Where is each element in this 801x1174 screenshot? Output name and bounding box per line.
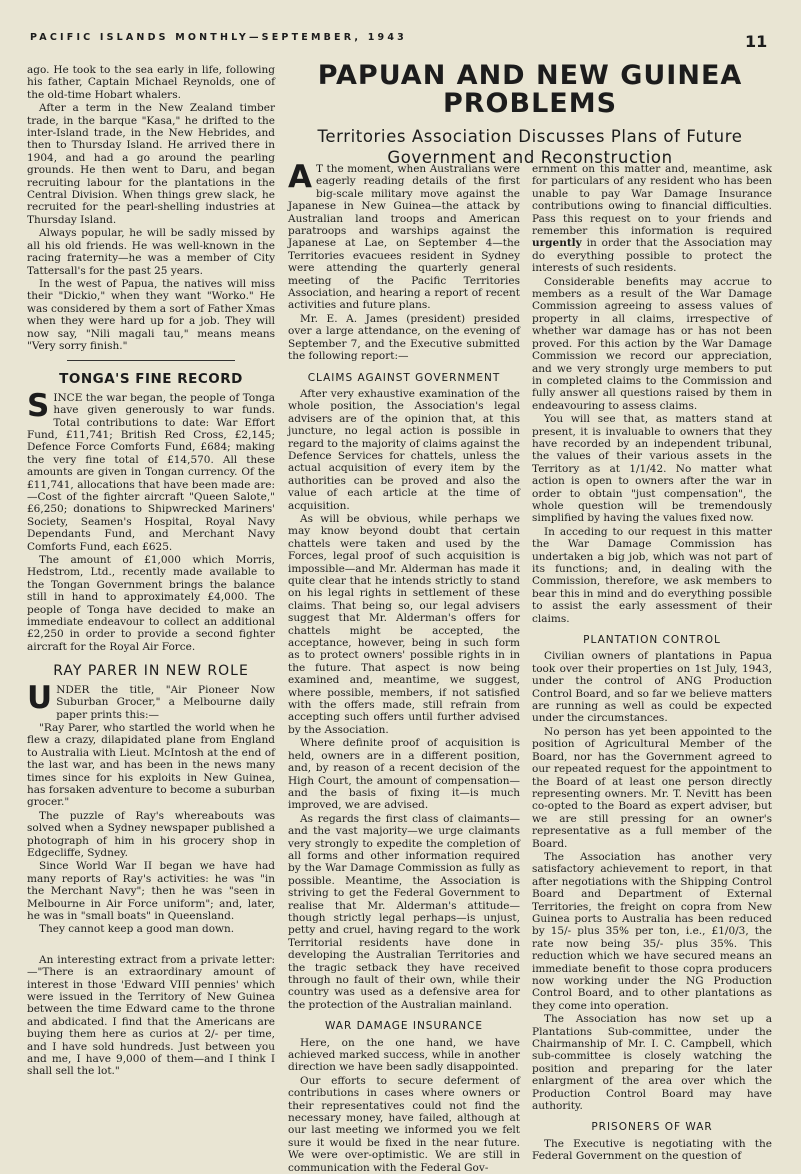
insurance-paragraph: ernment on this matter and, meantime, ask for particulars of any resident who has been unable to pay War Damage Insurance contributions owing to financial difficulties. Pass this request on to your friends and remember this information is required urgently in order that the Association may do everything possible to protect the interests of such residents. (532, 163, 772, 275)
article-headline: PAPUAN AND NEW GUINEA PROBLEMS (317, 60, 743, 119)
claims-heading: CLAIMS AGAINST GOVERNMENT (307, 371, 501, 384)
benefits-paragraph: In acceding to our request in this matter the War Damage Commission has undertaken a big job, which was not part of its functions; and, in dealing with the Commission, therefore, we ask members to bear this in mind and do everything possible to assist the early assessment of their claims. (532, 525, 772, 625)
tonga-dropcap: S (27, 387, 50, 424)
claims-paragraph: As regards the first class of claimants—and the vast majority—we urge claimants very strongly to expedite the completion of all forms and other information required by the War Damage Commission as fully as possible. Meantime, the Association is striving to get the Federal Government to realise that Mr. Alderman's attitude—though strictly legal perhaps—is unjust, petty and cruel, having regard to the work Territorial residents have done in developing the Australian Territories and the tragic setback they have received through no fault of their own, while their country was used as a defensive area for the protection of the Australian mainland. (288, 812, 520, 1011)
claims-paragraph: As will be obvious, while perhaps we may know beyond doubt that certain chattels were taken and used by the Forces, legal proof of such acquisition is impossible—and Mr. Alderman has made it quite clear that he intends strictly to stand on his legal rights in settlement of these claims. That being so, our legal advisers suggest that Mr. Alderman's offers for chattels might be accepted, the acceptance, however, being in such form as to protect owners' possible rights in in the future. That aspect is now being examined and, meantime, we suggest, where possible, members, if not satisfied with the offers made, still refrain from accepting such offers until further advised by the Association. (288, 512, 520, 736)
plantation-paragraph: No person has yet been appointed to the position of Agricultural Member of the Board, nor has the Government agreed to our repeated request for the appointment to the Board of at least one person directly representing owners. Mr. T. Nevitt has been co-opted to the Board as expert adviser, but we are still pressing for an owner's representative as a full member of the Board. (532, 725, 772, 850)
war-damage-paragraph: Our efforts to secure deferment of contributions in cases where owners or their representatives could not find the necessary money, have failed, although at our last meeting we informed you we felt sure it would be fixed in the near future. We were over-optimistic. We are still in communication with the Federal Gov- (288, 1074, 520, 1174)
ray-parer-heading: RAY PARER IN NEW ROLE (53, 663, 249, 680)
benefits-paragraph: Considerable benefits may accrue to members as a result of the War Damage Commission agreeing to assess values of property in all claims, irrespective of whether war damage has or has not been proved. For this action by the War Damage Commission we record our appreciation, and we very strongly urge members to put in completed claims to the Commission and fully answer all questions raised by them in endeavouring to assess claims. (532, 275, 772, 412)
ray-paragraph: UNDER the title, "Air Pioneer Now Suburban Grocer," a Melbourne daily paper prints this:— (27, 679, 275, 721)
obituary-paragraph: Always popular, he will be sadly missed by all his old friends. He was well-known in the racing fraternity—he was a member of City Tattersall's for the past 25 years. (27, 227, 275, 277)
obituary-paragraph: ago. He took to the sea early in life, following his father, Captain Michael Reynolds, one of the old-time Hobart whalers. (27, 64, 275, 101)
ray-paragraph: The puzzle of Ray's whereabouts was solved when a Sydney newspaper published a photograph of him in his grocery shop in Edgecliffe, Sydney. (27, 809, 275, 859)
obituary-paragraph: In the west of Papua, the natives will miss their "Dickio," when they want "Worko." He was considered by them a sort of Father Xmas when they were hard up for a job. They will now say, "Nili magali tau," means means "Very sorry finish." (27, 277, 275, 352)
left-column (27, 64, 275, 1078)
plantation-paragraph: Civilian owners of plantations in Papua took over their properties on 1st July, 1943, under the control of ANG Production Control Board, and so far we believe matters are running as well as could be expected under the circumstances. (532, 650, 772, 725)
running-head: PACIFIC ISLANDS MONTHLY—SEPTEMBER, 1943 (30, 32, 407, 43)
tonga-heading: TONGA'S FINE RECORD (59, 371, 243, 388)
ray-dropcap: U (27, 679, 53, 716)
intro-paragraph: Mr. E. A. James (president) presided over a large attendance, on the evening of September 7, and the Executive submitted the following report:— (288, 312, 520, 363)
article-dropcap: A (288, 159, 312, 195)
section-divider (67, 360, 235, 361)
urgently-emphasis: urgently (532, 237, 582, 250)
benefits-paragraph: You will see that, as matters stand at present, it is invaluable to owners that they have recorded by an independent tribunal, the values of their various assets in the Territory as at 1/1/42. No matter what action is open to owners after the war in order to obtain "just compensation", the whole question will be tremendously simplified by having the values fixed now. (532, 413, 772, 525)
plantation-paragraph: The Association has now set up a Plantations Sub-committee, under the Chairmanship of Mr. I. C. Campbell, which sub-committee is closely watching the position and preparing for the later enlargment of the area over which the Production Control Board may have authority. (532, 1013, 772, 1113)
tonga-paragraph: The amount of £1,000 which Morris, Hedstrom, Ltd., recently made available to the Tongan Government brings the balance still in hand to approximately £4,000. The people of Tonga have decided to make an immediate endeavour to collect an additional £2,250 in order to provide a second fighter aircraft for the Royal Air Force. (27, 554, 275, 653)
ray-paragraph: They cannot keep a good man down. (39, 923, 235, 936)
ray-paragraph: "Ray Parer, who startled the world when he flew a crazy, dilapidated plane from England to Australia with Lieut. McIntosh at the end of the last war, and has been in the news many times since for his exploits in New Guinea, has forsaken adventure to become a suburban grocer." (27, 721, 275, 809)
claims-paragraph: After very exhaustive examination of the whole position, the Association's legal advisers are of the opinion that, at this juncture, no legal action is possible in regard to the majority of claims against the Defence Services for chattels, unless the actual acquisition of every item by the authorities can be proved and also the value of each article at the time of acquisition. (288, 387, 520, 512)
plantation-control-heading: PLANTATION CONTROL (583, 634, 721, 647)
article-subheadline: Territories Association Discusses Plans of Future Government and Reconstruction (317, 127, 743, 167)
page-number: 11 (745, 32, 768, 51)
war-damage-heading: WAR DAMAGE INSURANCE (324, 1020, 484, 1033)
claims-paragraph: Where definite proof of acquisition is held, owners are in a different position, and, by reason of a recent decision of the High Court, the amount of compensation—and the basis of fixing it—is much improved, we are advised. (288, 737, 520, 812)
right-column (532, 163, 772, 1163)
tonga-paragraph: SINCE the war began, the people of Tonga have given generously to war funds. Total contributions to date: War Effort Fund, £11,741; British Red Cross, £2,145; Defence Force Comforts Fund, £684; making the very fine total of £14,570. All these amounts are given in Tongan currency. Of the £11,741, allocations that have been made are:—Cost of the fighter aircraft "Queen Salote," £6,250; donations to Shipwrecked Mariners' Society, Seamen's Hospital, Royal Navy Dependants Fund, and Merchant Navy Comforts Fund, each £625. (27, 387, 275, 553)
prisoners-paragraph: The Executive is negotiating with the Federal Government on the question of (532, 1137, 772, 1163)
prisoners-heading: PRISONERS OF WAR (591, 1121, 713, 1134)
war-damage-paragraph: Here, on the one hand, we have achieved marked success, while in another direction we have been sadly disappointed. (288, 1036, 520, 1074)
middle-column (288, 159, 520, 1174)
intro-paragraph: A T the moment, when Australians were eagerly reading details of the first big-scale military move against the Japanese in New Guinea—the attack by Australian land troops and American paratroops and warships against the Japanese at Lae, on September 4—the Territories evacuees resident in Sydney were attending the quarterly general meeting of the Pacific Territories Association, and hearing a report of recent activities and future plans. (288, 159, 520, 312)
plantation-paragraph: The Association has another very satisfactory achievement to report, in that after negotiations with the Shipping Control Board and Department of External Territories, the freight on copra from New Guinea ports to Australia has been reduced by 15/- plus 35% per ton, i.e., £1/0/3, the rate now being 35/- plus 35%. This reduction which we have secured means an immediate benefit to those copra producers now working under the NG Production Control Board, and to other plantations as they come into operation. (532, 850, 772, 1012)
letter-extract-paragraph: An interesting extract from a private letter:—"There is an extraordinary amount of interest in those 'Edward VIII pennies' which were issued in the Territory of New Guinea between the time Edward came to the throne and abdicated. I find that the Americans are buying them here as curios at 2/- per time, and I have sold hundreds. Just between you and me, I have 9,000 of them—and I think I shall sell the lot." (27, 953, 275, 1078)
ray-paragraph: Since World War II began we have had many reports of Ray's activities: he was "in the Merchant Navy"; then he was "seen in Melbourne in Air Force uniform"; and, later, he was in "small boats" in Queensland. (27, 860, 275, 922)
obituary-paragraph: After a term in the New Zealand timber trade, in the barque "Kasa," he drifted to the inter-Island trade, in the New Hebrides, and then to Thursday Island. He arrived there in 1904, and had a go around the pearling grounds. He then went to Daru, and began recruiting labour for the plantations in the Central Division. When things grew slack, he recruited for the pearl-shelling industries at Thursday Island. (27, 102, 275, 226)
